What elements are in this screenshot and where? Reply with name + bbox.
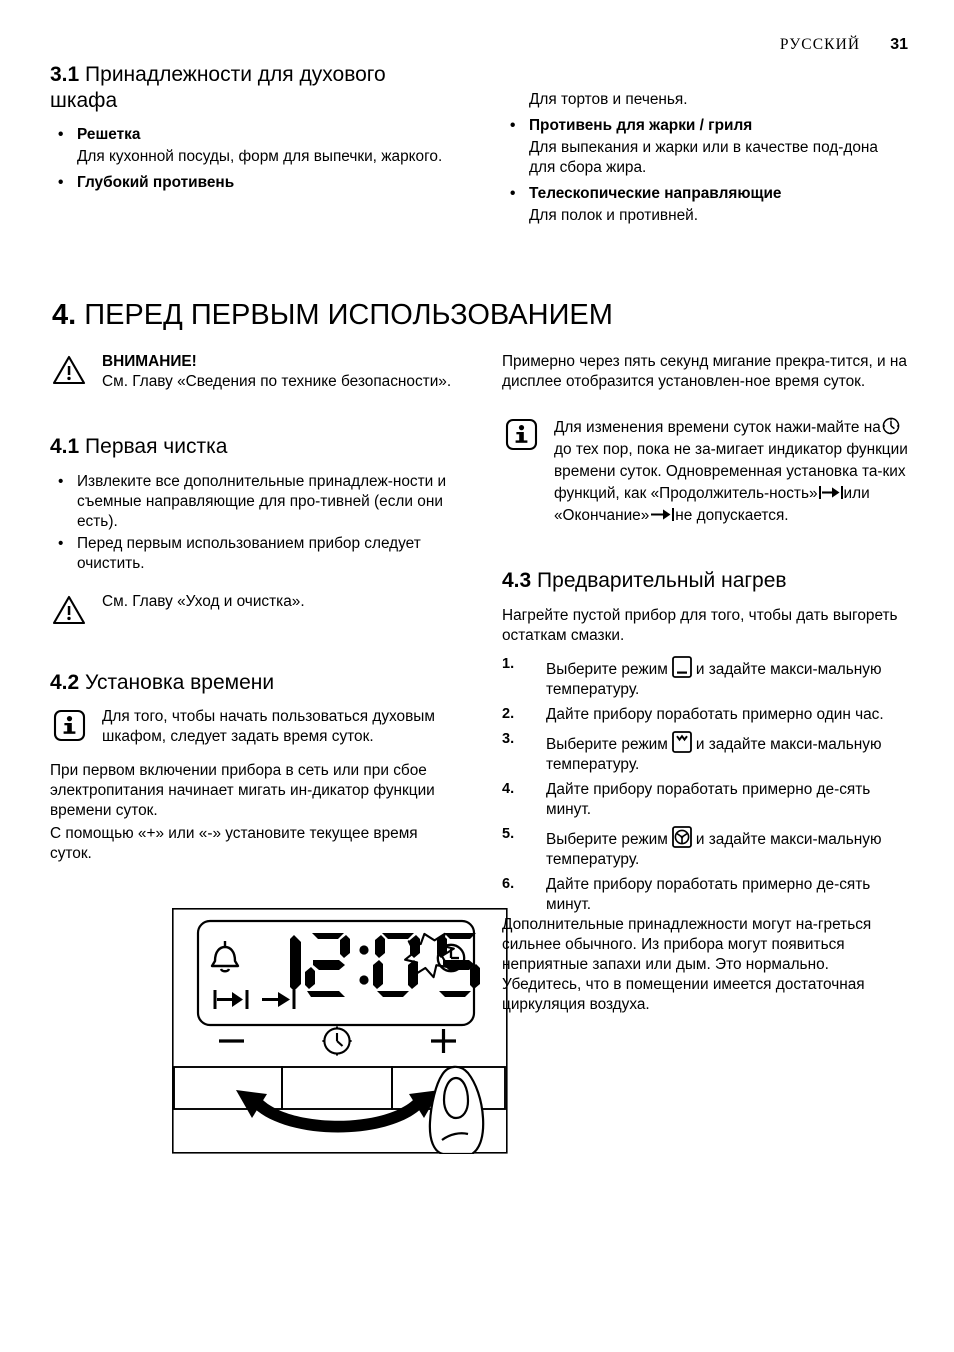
clock-button-icon: [322, 1026, 351, 1055]
list-item: [502, 116, 908, 136]
accessory-description: Для полок и противней.: [529, 207, 699, 225]
accessory-label: Противень для жарки / гриля: [529, 117, 753, 135]
step-text-before: Выберите режим: [546, 831, 668, 849]
step-text-after: и задайте макси-мальную температуру.: [546, 661, 882, 699]
step-text-after: и задайте макси-мальную температуру.: [546, 736, 882, 774]
chapter-title: ПЕРЕД ПЕРВЫМ ИСПОЛЬЗОВАНИЕМ: [84, 299, 613, 331]
list-item: [502, 825, 908, 870]
accessory-list-2: [50, 173, 456, 193]
list-item: [502, 655, 908, 700]
chapter-heading: [52, 300, 613, 332]
oven-clock-setting-diagram: [172, 908, 508, 1154]
section-4-1-number: 4.1: [50, 435, 80, 459]
section-4-1-heading: [50, 434, 456, 460]
step-text-before: Дайте прибору поработать примерно де-сять минут.: [546, 876, 871, 914]
end-time-arrow-icon: [262, 990, 294, 1009]
list-item: [50, 125, 456, 145]
step-index: 6.: [502, 876, 515, 893]
bullet-dot: •: [510, 117, 516, 135]
end-time-arrow-icon: [649, 506, 675, 523]
bullet-dot: •: [58, 174, 64, 192]
grill-mode-icon: [671, 730, 693, 754]
conventional-cooking-mode-icon: [671, 655, 693, 679]
care-note: [50, 592, 456, 626]
section-4-3-number: 4.3: [502, 569, 532, 593]
warning-triangle-icon: [50, 352, 88, 386]
info-icon: [502, 416, 540, 451]
bell-icon: [212, 941, 238, 971]
control-labels: [219, 1026, 456, 1055]
step-text-before: Дайте прибору поработать примерно де-сять минут.: [546, 781, 871, 819]
accessory-list: [50, 125, 456, 145]
right-column-body: [502, 352, 908, 1015]
accessory-list-3: [502, 116, 908, 136]
section-4-3-heading: [502, 568, 908, 594]
change-time-text-1: Для изменения времени суток нажи-майте на: [554, 419, 881, 437]
step-index: 4.: [502, 781, 515, 798]
list-item: [50, 534, 456, 574]
section-4-1-title: Первая чистка: [85, 435, 228, 459]
right-column-top: [502, 62, 908, 232]
warning-note: [50, 352, 456, 392]
clock-paragraph-2: С помощью «+» или «-» установите текущее время суток.: [50, 825, 418, 863]
bullet-text: Перед первым использованием прибор следует очистить.: [77, 534, 421, 572]
chapter-number: 4.: [52, 299, 77, 331]
accessory-label: Телескопические направляющие: [529, 185, 782, 203]
clock-paragraph-1: При первом включении прибора в сеть или при сбое электропитания начинает мигать ин-дикатор функции времени суток.: [50, 762, 435, 820]
list-item: [50, 472, 456, 532]
time-note-body: Для того, чтобы начать пользоваться духовым шкафом, следует задать время суток.: [102, 708, 435, 746]
step-index: 3.: [502, 731, 515, 748]
warning-note-title: ВНИМАНИЕ!: [102, 353, 197, 370]
preheat-intro: Нагрейте пустой прибор для того, чтобы дать выгореть остаткам смазки.: [502, 607, 898, 645]
section-4-2-heading: [50, 670, 456, 696]
page-number: 31: [890, 36, 908, 53]
top-columns: [50, 62, 910, 232]
bullet-dot: •: [58, 126, 64, 144]
bullet-text: Извлеките все дополнительные принадлеж-ности и съемные направляющие для про-тивней (если они есть).: [77, 472, 447, 530]
step-text-before: Дайте прибору поработать примерно один час.: [546, 706, 884, 724]
page-header: [780, 36, 908, 54]
step-index: 2.: [502, 706, 515, 723]
step-text-before: Выберите режим: [546, 661, 668, 679]
bullet-dot: •: [58, 534, 64, 552]
step-index: 5.: [502, 826, 515, 843]
accessory-label: Глубокий противень: [77, 174, 235, 192]
time-note: [50, 707, 456, 747]
section-4-2-number: 4.2: [50, 670, 80, 694]
continued-description: Для тортов и печенья.: [529, 91, 688, 108]
list-item: [502, 730, 908, 775]
care-note-body: См. Главу «Уход и очистка».: [102, 592, 305, 610]
bullet-dot: •: [510, 185, 516, 203]
section-3-1-heading: [50, 62, 456, 113]
info-icon: [50, 707, 88, 742]
preheat-steps: [502, 655, 908, 915]
fan-cooking-mode-icon: [671, 825, 693, 849]
change-time-note: [502, 416, 908, 526]
duration-arrow-icon: [215, 990, 247, 1009]
accessory-description: Для выпекания и жарки или в качестве под-дона для сбора жира.: [529, 139, 878, 177]
accessory-label: Решетка: [77, 126, 141, 144]
list-item: [50, 173, 456, 193]
bullet-dot: •: [58, 472, 64, 490]
time-display: [290, 933, 480, 997]
step-text-before: Выберите режим: [546, 736, 668, 754]
accessory-description: Для кухонной посуды, форм для выпечки, жаркого.: [77, 148, 443, 166]
change-time-text-3: или «Окончание»: [554, 484, 870, 524]
list-item: [502, 875, 908, 915]
warning-note-text: См. Главу «Сведения по технике безопасности».: [102, 373, 452, 391]
warning-triangle-icon: [50, 592, 88, 626]
section-4-2-title: Установка времени: [85, 670, 275, 694]
accessory-list-4: [502, 184, 908, 204]
preheat-closing-paragraph: Дополнительные принадлежности могут на-греться сильнее обычного. Из прибора могут появиться неприятные запахи или дым. Это нормально. Убедитесь, что в помещении имеется достаточная циркуляция воздуха.: [502, 916, 872, 1014]
change-time-text-2: до тех пор, пока не за-мигает индикатор функции времени суток. Одновременная установка та-ких функций, как «Продолжитель-ность»: [554, 440, 908, 502]
list-item: [502, 705, 908, 725]
change-time-note-body: [554, 416, 908, 526]
warning-note-body: [102, 352, 456, 392]
header-language: РУССКИЙ: [779, 36, 861, 53]
list-item: [502, 780, 908, 820]
first-cleaning-bullets: [50, 472, 456, 574]
step-text-after: и задайте макси-мальную температуру.: [546, 831, 882, 869]
blink-paragraph: Примерно через пять секунд мигание прекра-тится, и на дисплее отобразится установлен-ное время суток.: [502, 353, 907, 391]
section-4-3-title: Предварительный нагрев: [537, 569, 787, 593]
left-column-top: [50, 62, 456, 232]
duration-arrow-icon: [818, 484, 844, 501]
section-3-1-title: Принадлежности для духового шкафа: [50, 63, 386, 112]
change-time-text-4: не допускается.: [675, 506, 789, 524]
clock-button-icon: [881, 416, 901, 436]
curved-double-arrow-icon: [236, 1090, 440, 1133]
section-3-1-number: 3.1: [50, 63, 80, 86]
finger-press-icon: [430, 1067, 483, 1154]
step-index: 1.: [502, 656, 515, 673]
list-item: [502, 184, 908, 204]
